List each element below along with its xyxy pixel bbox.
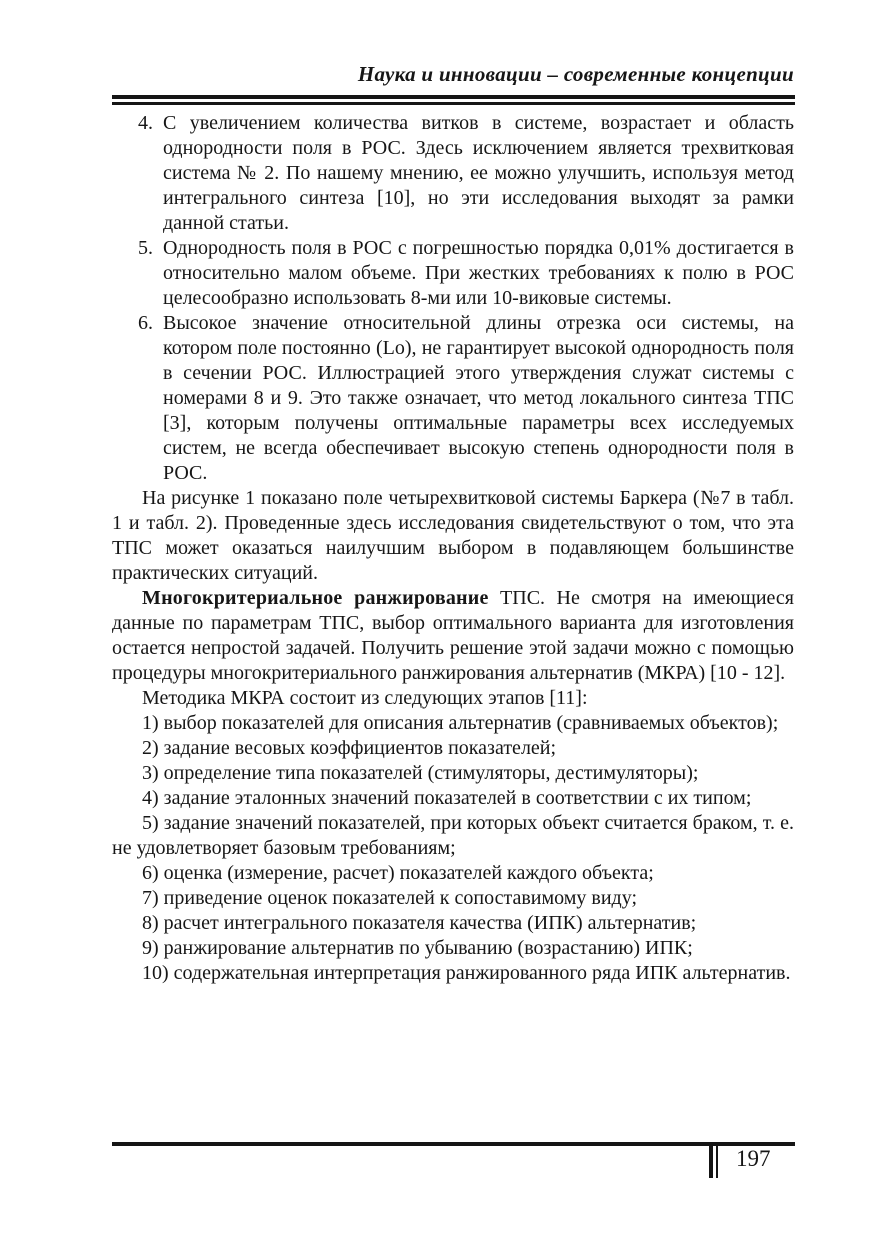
step-item-8: [112, 911, 794, 936]
step-item-9: [112, 936, 794, 961]
paragraph-text: Методика МКРА состоит из следующих этапов [11]:: [142, 687, 588, 709]
step-item-10: [112, 961, 794, 986]
step-marker: 9): [142, 937, 159, 959]
item-marker: 6.: [138, 312, 153, 334]
step-marker: 5): [142, 812, 159, 834]
item-marker: 5.: [138, 237, 153, 259]
numbered-item-4: [112, 111, 794, 236]
step-marker: 2): [142, 737, 159, 759]
step-item-6: [112, 861, 794, 886]
step-item-3: [112, 761, 794, 786]
step-text: задание значений показателей, при которых объект считается браком, т. е. не удовлетворяет базовым требованиям;: [112, 812, 795, 859]
step-text: содержательная интерпретация ранжированного ряда ИПК альтернатив.: [173, 962, 791, 984]
paragraph-text: ТПС. Не смотря на имеющиеся данные по параметрам ТПС, выбор оптимального варианта для изготовления остается непростой задачей. Получить решение этой задачи можно с помощью процедуры многокритериального ранжирования альтернатив (МКРА) [10 - 12].: [112, 587, 794, 684]
step-text: оценка (измерение, расчет) показателей каждого объекта;: [163, 862, 654, 884]
page-body: [112, 111, 794, 986]
step-text: ранжирование альтернатив по убыванию (возрастанию) ИПК;: [163, 937, 693, 959]
item-text: С увеличением количества витков в системе, возрастает и область однородности поля в РОС. Здесь исключением является трехвитковая система № 2. По нашему мнению, ее можно улучшить, используя метод интегрального синтеза [10], но эти исследования выходят за рамки данной статьи.: [163, 112, 794, 234]
footer-rule: [112, 1142, 795, 1146]
footer-double-bar: [709, 1142, 718, 1178]
running-title: Наука и инновации – современные концепции: [357, 62, 794, 86]
numbered-item-6: [112, 311, 794, 486]
step-item-4: [112, 786, 794, 811]
paragraph-mkra-intro: [112, 586, 794, 686]
step-text: выбор показателей для описания альтернатив (сравниваемых объектов);: [163, 712, 779, 734]
item-marker: 4.: [138, 112, 153, 134]
paragraph-figure-ref: [112, 486, 794, 586]
running-header: [112, 62, 794, 87]
item-text: Однородность поля в РОС с погрешностью порядка 0,01% достигается в относительно малом объеме. При жестких требованиях к полю в РОС целесообразно использовать 8-ми или 10-виковые системы.: [163, 237, 794, 309]
step-marker: 1): [142, 712, 159, 734]
step-marker: 3): [142, 762, 159, 784]
page-number: 197: [736, 1146, 771, 1171]
item-text: Высокое значение относительной длины отрезка оси системы, на котором поле постоянно (Lo), не гарантирует высокой однородность поля в сечении РОС. Иллюстрацией этого утверждения служат системы с номерами 8 и 9. Это также означает, что метод локального синтеза ТПС [3], которым получены оптимальные параметры всех исследуемых систем, не всегда обеспечивает высокую степень однородности поля в РОС.: [163, 312, 794, 484]
step-item-5: [112, 811, 794, 861]
inline-run-in-heading: Многокритериальное ранжирование: [142, 587, 489, 609]
paragraph-methodology: [112, 686, 794, 711]
step-text: определение типа показателей (стимуляторы, дестимуляторы);: [163, 762, 699, 784]
step-item-2: [112, 736, 794, 761]
step-marker: 7): [142, 887, 159, 909]
step-item-1: [112, 711, 794, 736]
step-text: расчет интегрального показателя качества (ИПК) альтернатив;: [163, 912, 697, 934]
paragraph-text: На рисунке 1 показано поле четырехвитковой системы Баркера (№7 в табл. 1 и табл. 2). Проведенные здесь исследования свидетельствуют о том, что эта ТПС может оказаться наилучшим выбором в подавляющем большинстве практических ситуаций.: [112, 487, 794, 584]
numbered-item-5: [112, 236, 794, 311]
step-marker: 4): [142, 787, 159, 809]
step-marker: 10): [142, 962, 169, 984]
step-marker: 8): [142, 912, 159, 934]
step-text: приведение оценок показателей к сопоставимому виду;: [163, 887, 638, 909]
step-item-7: [112, 886, 794, 911]
step-marker: 6): [142, 862, 159, 884]
step-text: задание весовых коэффициентов показателей;: [163, 737, 557, 759]
header-rule: [112, 95, 795, 105]
step-text: задание эталонных значений показателей в соответствии с их типом;: [163, 787, 752, 809]
